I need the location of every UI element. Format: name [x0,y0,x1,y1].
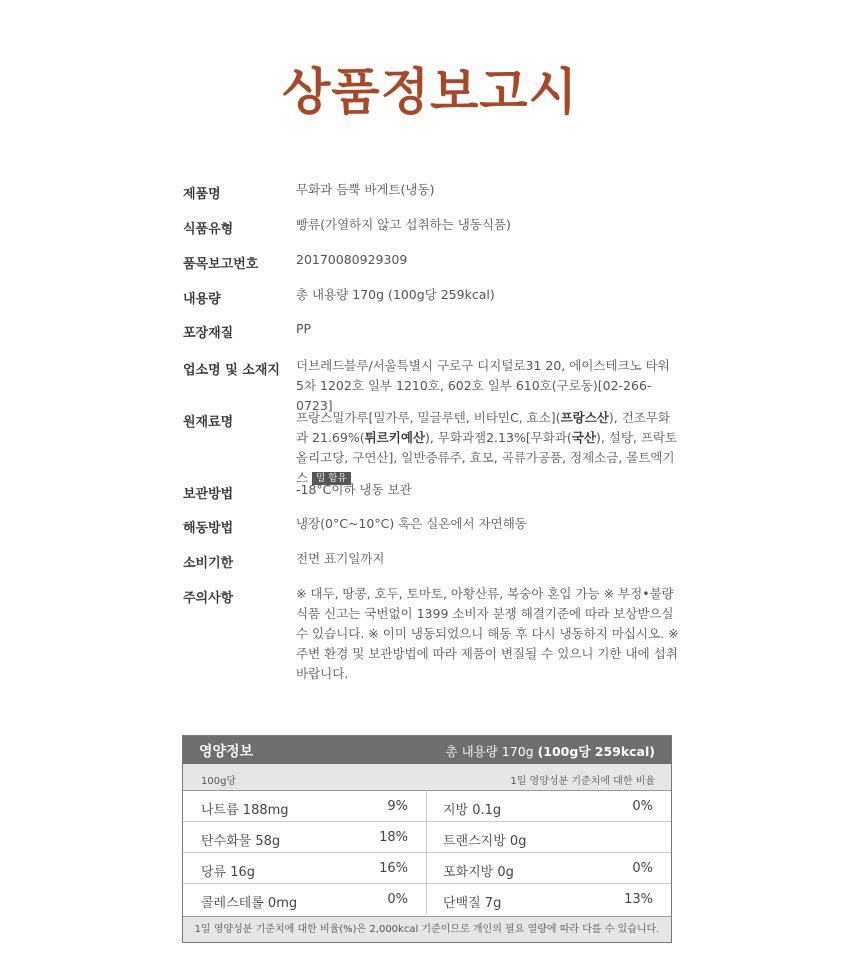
ingredients-text: ), 설탕, 프락토올리고당, 구연산], 일반증류주, 효모, 곡류가공품, 정제소금, 몰트엑기스 [296,430,678,485]
nutrient-cell [427,822,671,853]
daily-value-header: 1일 영양성분 기준치에 대한 비율 [510,776,655,787]
nutrition-title: 영양정보 [199,744,254,760]
info-label: 제품명 [183,187,221,202]
info-label: 포장재질 [183,326,234,341]
nutrient-percent: 16% [379,861,408,876]
total-calories: (100g당 259kcal) [537,744,655,759]
nutrient-cell [183,884,427,915]
info-value: 무화과 듬뿍 바게트(냉동) [296,182,435,197]
nutrient-cell [427,884,671,915]
ingredients-text: ), 무화과잼2.13%[무화과( [424,430,572,445]
nutrition-grid [183,791,671,916]
info-label: 식품유형 [183,222,234,237]
origin-text: 튀르키예산 [364,430,425,445]
nutrient-name: 콜레스테롤 0mg [201,896,298,911]
nutrient-percent: 0% [632,799,653,814]
info-label: 품목보고번호 [183,257,259,272]
info-label: 해동방법 [183,521,234,536]
info-value: 20170080929309 [296,252,408,267]
ingredients-text: ), 건조무화과 21.69%( [296,410,670,445]
nutrient-name: 지방 0.1g [443,803,502,818]
info-label: 업소명 및 소재지 [183,363,280,378]
nutrient-cell [183,853,427,884]
origin-text: 국산 [571,430,596,445]
nutrient-name: 포화지방 0g [443,865,514,880]
nutrient-cell [183,822,427,853]
ingredients-text: 프랑스밀가루[밀가루, 밀글루텐, 비타민C, 효소]( [296,410,561,425]
info-label: 보관방법 [183,487,234,502]
per-amount: 100g당 [201,776,237,787]
nutrient-percent: 0% [387,892,408,907]
nutrient-percent: 9% [387,799,408,814]
nutrient-name: 트랜스지방 0g [443,834,527,849]
nutrient-percent: 13% [624,892,653,907]
info-value [296,408,681,488]
info-value: 전면 표기일까지 [296,551,385,566]
info-label: 주의사항 [183,591,234,606]
nutrient-cell [427,853,671,884]
info-value: 총 내용량 170g (100g당 259kcal) [296,287,495,302]
nutrition-total [446,742,655,760]
info-value: 냉장(0°C~10°C) 혹은 실온에서 자연해동 [296,516,527,531]
info-value: -18°C이하 냉동 보관 [296,482,412,497]
nutrient-cell [183,791,427,822]
nutrition-table [182,735,672,943]
nutrient-cell [427,791,671,822]
page-title: 상품정보고시 [282,63,578,121]
nutrient-name: 나트륨 188mg [201,803,289,818]
nutrition-header [183,736,671,764]
total-content: 총 내용량 170g [445,744,538,759]
allergen-badge: 밀 함유 [312,472,351,485]
nutrient-percent: 0% [632,861,653,876]
origin-text: 프랑스산 [560,410,609,425]
info-value: ※ 대두, 땅콩, 호두, 토마토, 아황산류, 복숭아 혼입 가능 ※ 부정•불량식품 신고는 국번없이 1399 소비자 분쟁 해결기준에 따라 보상받으실 수 있습니다. ※ 이미 냉동되었으니 해동 후 다시 냉동하지 마십시오. ※ 주변 환경 및 보관방법에 따라 제품이 변질될 수 있으니 기한 내에 섭취 바랍니다. [296,586,679,681]
info-label: 내용량 [183,292,221,307]
nutrition-subheader [183,764,671,791]
info-label: 소비기한 [183,556,234,571]
nutrient-name: 단백질 7g [443,896,502,911]
nutrition-footnote: 1일 영양성분 기준치에 대한 비율(%)은 2,000kcal 기준이므로 개인의 필요 열량에 따라 다를 수 있습니다. [183,916,671,942]
nutrient-name: 탄수화물 58g [201,834,281,849]
info-value: 더브레드블루/서울특별시 구로구 디지털로31 20, 에이스테크노 타워 5차 1202호 일부 1210호, 602호 일부 610호(구로동)[02-266-0723] [296,358,670,413]
info-value: 빵류(가열하지 않고 섭취하는 냉동식품) [296,217,511,232]
info-value: PP [296,321,312,336]
nutrient-percent: 18% [379,830,408,845]
nutrient-name: 당류 16g [201,865,256,880]
info-label: 원재료명 [183,415,234,430]
